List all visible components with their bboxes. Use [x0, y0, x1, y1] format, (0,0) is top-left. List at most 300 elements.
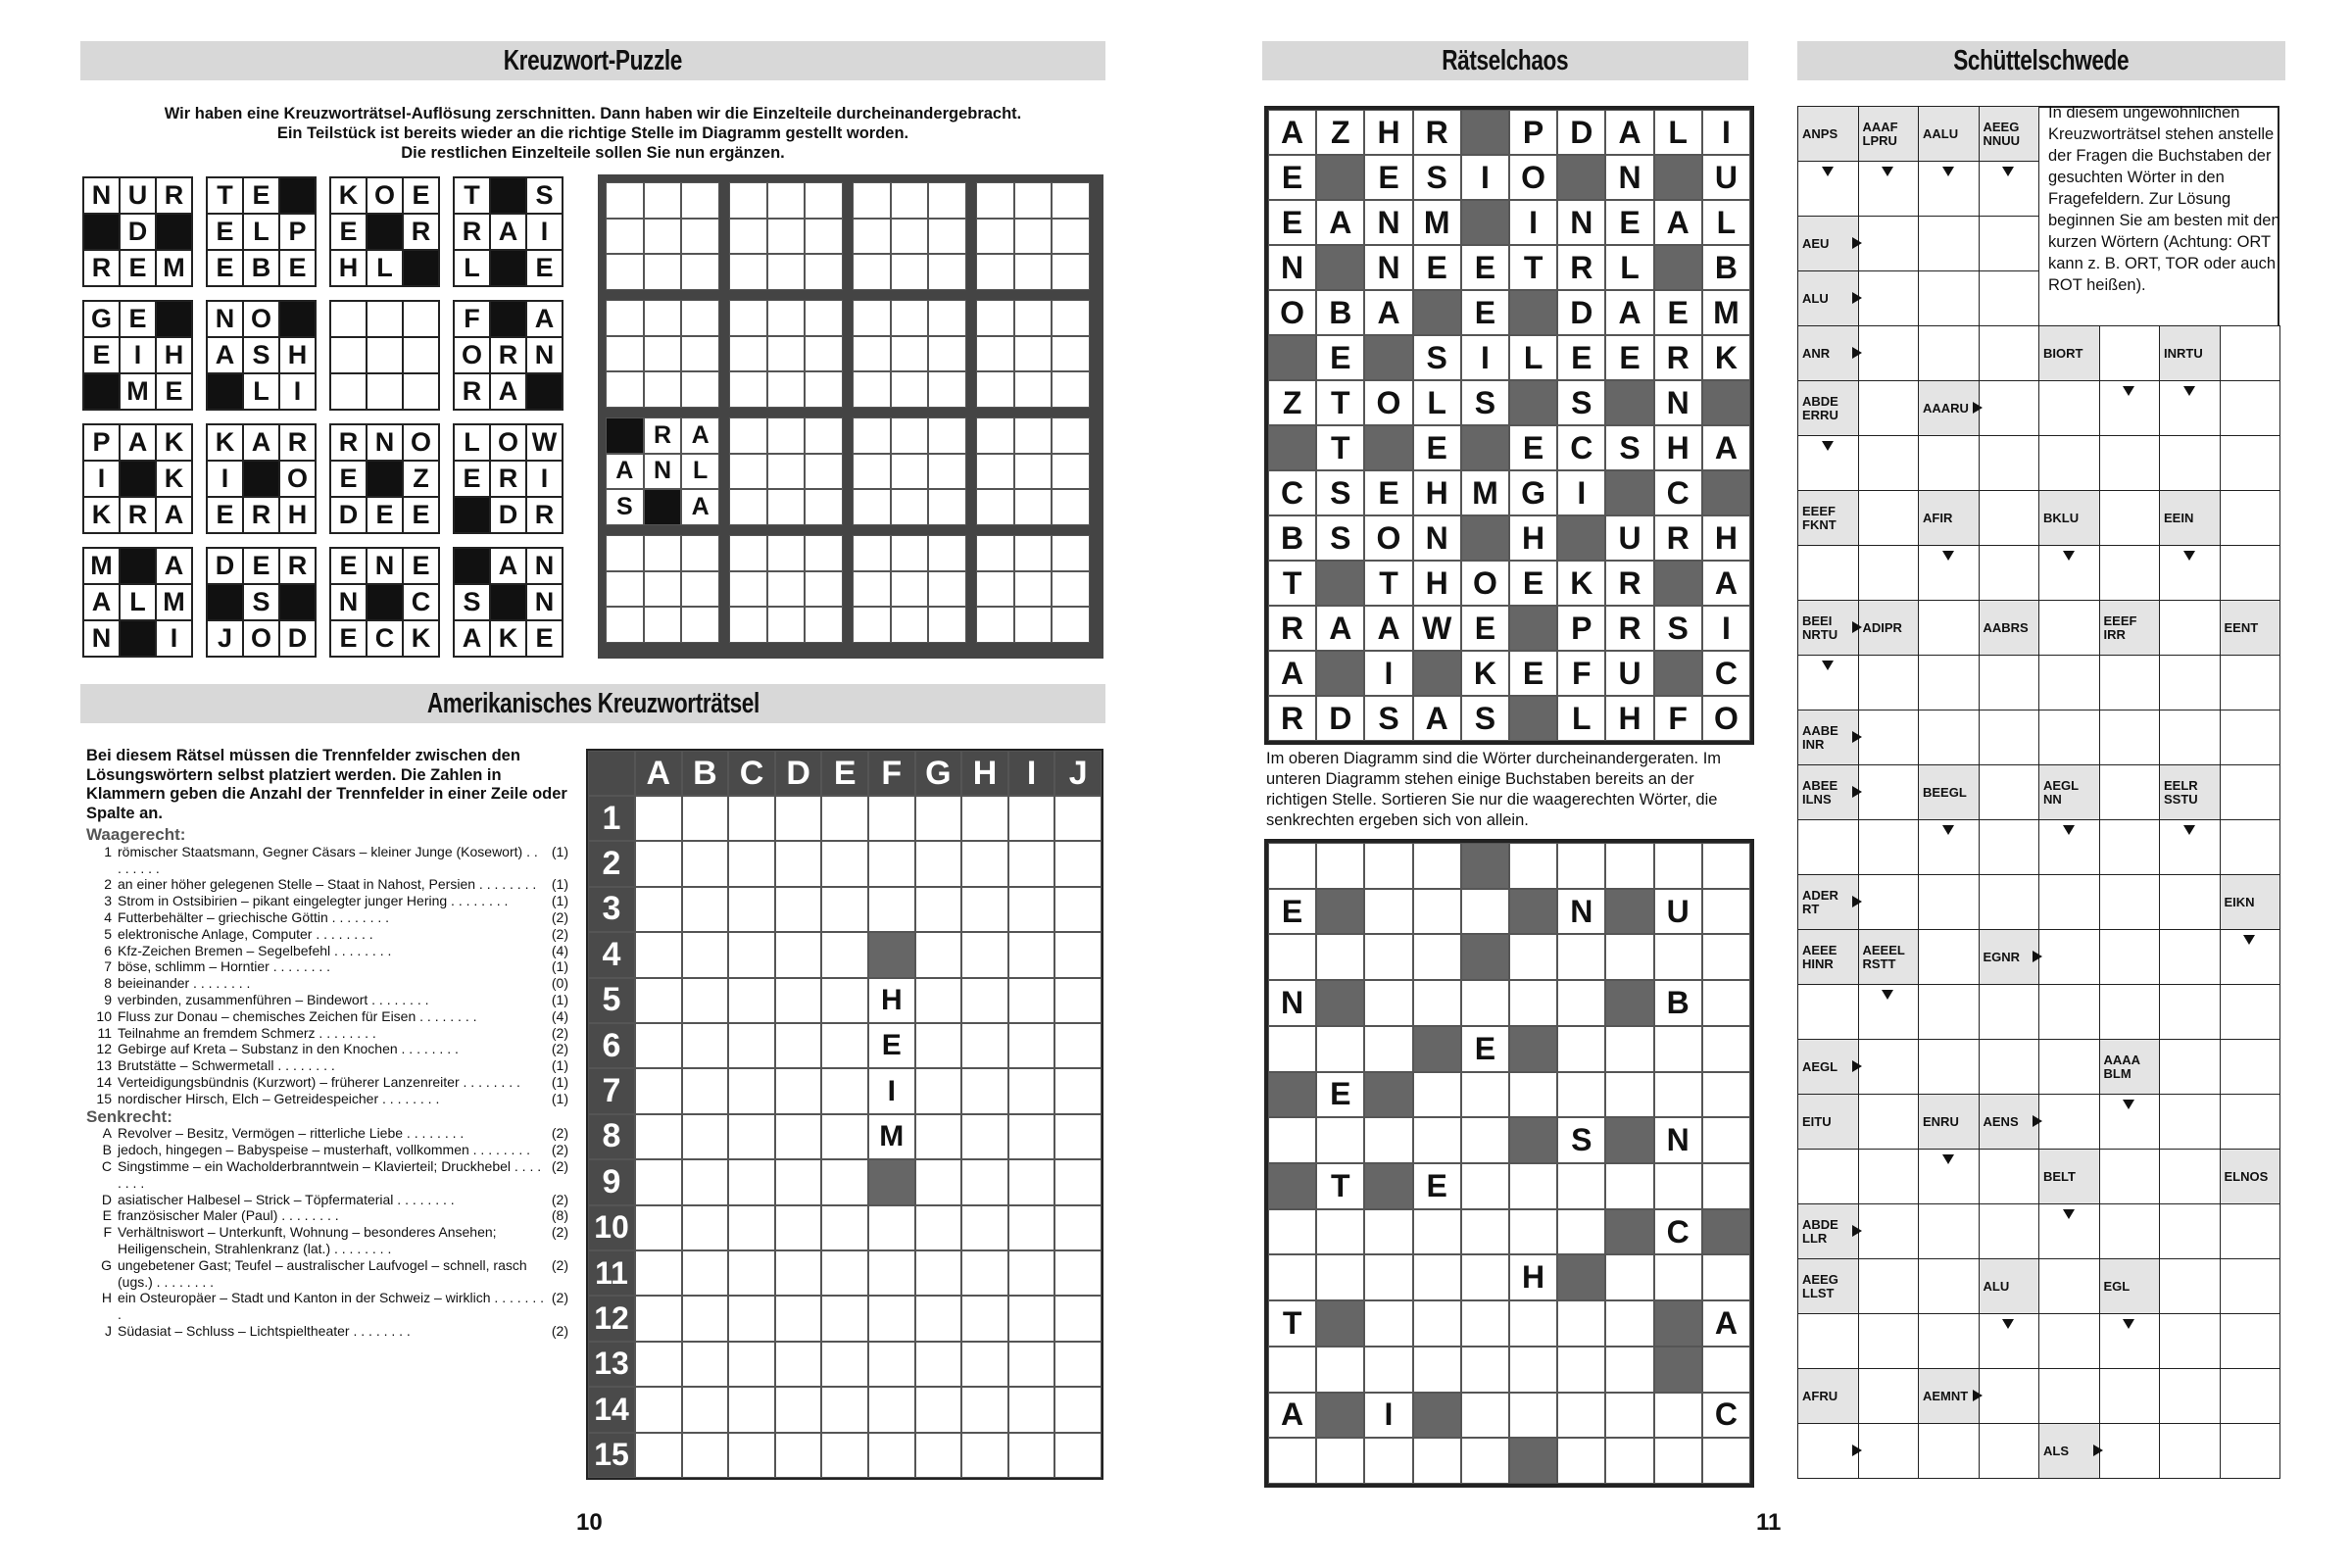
diagram-block — [606, 417, 719, 525]
clue-text: elektronische Anlage, Computer . . . . . . . . — [118, 925, 373, 942]
chaos-cell: U — [1654, 889, 1702, 935]
arrow-right-icon — [2033, 1115, 2042, 1127]
answer-field — [1979, 325, 2040, 381]
piece-cell: A — [490, 214, 526, 250]
piece-cell: R — [279, 424, 316, 461]
piece-cell: N — [83, 177, 120, 214]
clue-field: BEEI NRTU — [1797, 600, 1859, 656]
grid-cell — [728, 1433, 775, 1478]
grid-cell — [961, 1205, 1008, 1250]
grid-cell — [775, 1296, 822, 1341]
diagram-cell — [767, 489, 806, 525]
chaos-cell — [1413, 1393, 1461, 1439]
answer-field — [1797, 545, 1859, 601]
diagram-cell — [891, 454, 929, 490]
chaos-cell — [1605, 980, 1653, 1026]
diagram-cell — [729, 571, 767, 608]
chaos-cell — [1605, 1300, 1653, 1347]
chaos-cell: E — [1413, 1163, 1461, 1209]
chaos-cell — [1605, 889, 1653, 935]
grid-cell — [868, 1250, 915, 1296]
chaos-cell: E — [1509, 425, 1557, 470]
clue-number: 10 — [96, 1007, 112, 1024]
chaos-cell — [1557, 1254, 1605, 1300]
chaos-cell — [1364, 1026, 1412, 1072]
piece-cell — [367, 301, 403, 337]
grid-cell — [821, 1296, 868, 1341]
clue-text: ein Osteuropäer – Stadt und Kanton in der Schweiz – wirklich . . . . . . . . — [118, 1290, 544, 1323]
clue-text: Brutstätte – Schwermetall . . . . . . . . — [118, 1057, 335, 1074]
diagram-cell — [767, 417, 806, 454]
piece-cell — [454, 548, 490, 584]
grid-cell — [1008, 1387, 1055, 1432]
clue-field: AEGL NN — [2038, 764, 2100, 820]
piece-cell: I — [279, 373, 316, 410]
clue-text: Verhältniswort – Unterkunft, Wohnung – besonderes Ansehen; Heiligenschein, Strahlenkranz (lat.) . . . . . . . . — [118, 1224, 497, 1256]
answer-field — [1858, 1149, 1920, 1204]
chaos-cell: A — [1268, 651, 1316, 696]
chaos-cell: E — [1268, 155, 1316, 200]
clue-field: EEEF FKNT — [1797, 490, 1859, 546]
piece-cell: C — [367, 620, 403, 657]
answer-field — [2099, 929, 2161, 985]
piece-cell — [207, 584, 243, 620]
chaos-cell — [1316, 1117, 1364, 1163]
chaos-cell — [1316, 1438, 1364, 1484]
row-header: 13 — [588, 1342, 635, 1387]
diagram-cell — [1014, 417, 1053, 454]
piece-cell: E — [330, 461, 367, 497]
clue-text: Revolver – Besitz, Vermögen – ritterliche Liebe . . . . . . . . — [118, 1125, 465, 1142]
chaos-cell: S — [1557, 380, 1605, 425]
chaos-cell — [1364, 889, 1412, 935]
chaos-cell: A — [1605, 290, 1653, 335]
piece-cell: T — [207, 177, 243, 214]
chaos-cell — [1702, 980, 1750, 1026]
diagram-cell — [805, 336, 843, 372]
diagram-cell — [891, 607, 929, 643]
chaos-cell: D — [1316, 696, 1364, 741]
clue-letter: A — [102, 1125, 112, 1142]
grid-cell — [961, 932, 1008, 977]
grid-cell — [682, 1387, 729, 1432]
answer-field — [1858, 490, 1920, 546]
piece-cell: T — [454, 177, 490, 214]
chaos-cell: T — [1268, 1300, 1316, 1347]
grid-cell — [915, 1387, 962, 1432]
clue-number: 9 — [104, 991, 112, 1007]
chaos-cell: E — [1364, 470, 1412, 515]
grid-cell — [961, 1250, 1008, 1296]
diagram-cell — [1014, 371, 1053, 408]
piece-cell — [330, 301, 367, 337]
row-header: 14 — [588, 1387, 635, 1432]
piece-cell — [120, 620, 156, 657]
diagram-cell — [805, 607, 843, 643]
chaos-cell — [1461, 110, 1509, 155]
grid-cell — [728, 1114, 775, 1159]
clue-field: EEEF IRR — [2099, 600, 2161, 656]
answer-field — [1918, 216, 1980, 271]
chaos-cell — [1316, 1254, 1364, 1300]
chaos-cell — [1461, 1072, 1509, 1118]
diagram-cell — [976, 417, 1014, 454]
grid-cell — [821, 1023, 868, 1068]
answer-field — [2220, 819, 2281, 875]
chaos-cell: O — [1702, 696, 1750, 741]
chaos-cell: M — [1461, 470, 1509, 515]
grid-cell — [682, 1250, 729, 1296]
chaos-cell — [1413, 889, 1461, 935]
clue-field: ABDE ERRU — [1797, 380, 1859, 436]
answer-field — [2220, 1313, 2281, 1369]
clue-text: an einer höher gelegenen Stelle – Staat in Nahost, Persien . . . . . . . . — [118, 876, 537, 893]
grid-cell — [1054, 1250, 1102, 1296]
piece-cell — [367, 373, 403, 410]
answer-field — [1918, 1258, 1980, 1314]
chaos-cell — [1461, 425, 1509, 470]
clue-count: (4) — [551, 942, 568, 958]
chaos-cell — [1702, 1026, 1750, 1072]
chaos-cell: I — [1509, 200, 1557, 245]
clue-field: ADIPR — [1858, 600, 1920, 656]
diagram-cell — [976, 489, 1014, 525]
clue-text: Strom in Ostsibirien – pikant eingelegter junger Hering . . . . . . . . — [118, 893, 509, 909]
answer-field — [2038, 1039, 2100, 1095]
piece-cell: E — [279, 250, 316, 286]
puzzle-piece — [329, 176, 440, 287]
clue-count: (2) — [551, 1142, 568, 1158]
answer-field — [2099, 490, 2161, 546]
chaos-cell — [1461, 1117, 1509, 1163]
chaos-cell: L — [1702, 200, 1750, 245]
piece-cell — [156, 301, 192, 337]
grid-cell — [682, 932, 729, 977]
diagram-cell — [805, 254, 843, 290]
chaos-cell — [1461, 1438, 1509, 1484]
chaos-cell: N — [1268, 980, 1316, 1026]
grid-cell — [635, 1342, 682, 1387]
answer-field — [2038, 710, 2100, 765]
chaos-cell — [1509, 290, 1557, 335]
grid-cell — [775, 887, 822, 932]
chaos-cell: A — [1364, 290, 1412, 335]
chaos-cell — [1509, 1117, 1557, 1163]
grid-cell — [728, 1023, 775, 1068]
chaos-cell — [1509, 1438, 1557, 1484]
arrow-down-icon — [2183, 825, 2195, 835]
arrow-right-icon — [2033, 951, 2042, 962]
puzzle-piece — [329, 423, 440, 534]
answer-field — [2220, 325, 2281, 381]
chaos-cell — [1364, 843, 1412, 889]
diagram-cell — [1052, 300, 1090, 336]
chaos-cell: O — [1509, 155, 1557, 200]
chaos-cell: A — [1654, 200, 1702, 245]
piece-cell: E — [83, 337, 120, 373]
answer-field — [1918, 655, 1980, 710]
chaos-cell: T — [1316, 425, 1364, 470]
grid-cell — [635, 887, 682, 932]
chaos-cell — [1605, 1254, 1653, 1300]
chaos-cell: A — [1702, 1300, 1750, 1347]
piece-cell: O — [243, 301, 279, 337]
diagram-cell — [1014, 535, 1053, 571]
chaos-cell: T — [1268, 561, 1316, 606]
diagram-block — [729, 182, 843, 290]
column-header: B — [682, 751, 729, 796]
arrow-right-icon — [1852, 237, 1862, 249]
diagram-cell — [853, 454, 891, 490]
grid-cell — [1008, 1250, 1055, 1296]
clue-count: (2) — [551, 1125, 568, 1142]
grid-cell — [635, 1114, 682, 1159]
clue-field: EGL — [2099, 1258, 2161, 1314]
chaos-cell: N — [1605, 155, 1653, 200]
clue-number: 15 — [96, 1090, 112, 1106]
chaos-cell — [1461, 1254, 1509, 1300]
chaos-cell: E — [1316, 335, 1364, 380]
diagram-cell — [891, 489, 929, 525]
answer-field — [2159, 1368, 2221, 1424]
chaos-cell — [1316, 1300, 1364, 1347]
grid-cell — [821, 796, 868, 841]
clue-down — [86, 1257, 568, 1291]
grid-cell — [915, 887, 962, 932]
chaos-cell — [1654, 1026, 1702, 1072]
piece-cell — [403, 337, 439, 373]
piece-cell — [120, 461, 156, 497]
answer-field — [2099, 1423, 2161, 1479]
diagram-cell — [644, 182, 682, 219]
clue-count: (2) — [551, 925, 568, 942]
clue-field: BEEGL — [1918, 764, 1980, 820]
answer-field — [2099, 710, 2161, 765]
diagram-cell — [644, 371, 682, 408]
clue-number: 12 — [96, 1041, 112, 1057]
chaos-cell — [1557, 1300, 1605, 1347]
clue-text: Teilnahme an fremdem Schmerz . . . . . . . . — [118, 1024, 376, 1041]
diagram-cell — [1052, 182, 1090, 219]
puzzle-piece — [453, 547, 564, 658]
clue-letter: H — [101, 1290, 112, 1306]
clue-count: (2) — [551, 1041, 568, 1057]
chaos-cell: R — [1654, 335, 1702, 380]
piece-cell: O — [243, 620, 279, 657]
chaos-cell — [1268, 843, 1316, 889]
arrow-down-icon — [2123, 1100, 2134, 1109]
grid-cell — [821, 1068, 868, 1113]
chaos-cell: I — [1364, 1393, 1412, 1439]
clue-field: AAAA BLM — [2099, 1039, 2161, 1095]
diagram-block — [976, 417, 1090, 525]
row-header: 1 — [588, 796, 635, 841]
answer-field — [1858, 1203, 1920, 1259]
clue-field: AEMNT — [1918, 1368, 1980, 1424]
chaos-cell: O — [1268, 290, 1316, 335]
chaos-cell: E — [1461, 1026, 1509, 1072]
clue-field: AABRS — [1979, 600, 2040, 656]
grid-cell — [1054, 887, 1102, 932]
diagram-cell — [767, 607, 806, 643]
piece-cell: N — [330, 584, 367, 620]
chaos-cell: U — [1702, 155, 1750, 200]
answer-field — [1858, 380, 1920, 436]
chaos-cell: N — [1654, 1117, 1702, 1163]
clue-field: EEIN — [2159, 490, 2221, 546]
diagram-cell — [891, 219, 929, 255]
chaos-cell: E — [1605, 200, 1653, 245]
grid-cell — [961, 1068, 1008, 1113]
arrow-down-icon — [1942, 551, 1954, 561]
chaos-cell — [1605, 1026, 1653, 1072]
arrow-down-icon — [1942, 825, 1954, 835]
chaos-cell — [1509, 934, 1557, 980]
page-number-left: 10 — [576, 1509, 603, 1536]
diagram-cell — [805, 417, 843, 454]
piece-cell — [243, 461, 279, 497]
chaos-cell — [1702, 380, 1750, 425]
chaos-cell — [1316, 155, 1364, 200]
grid-cell — [915, 1023, 962, 1068]
chaos-cell — [1702, 1438, 1750, 1484]
chaos-cell: I — [1461, 155, 1509, 200]
diagram-cell — [853, 489, 891, 525]
answer-field — [2220, 1039, 2281, 1095]
arrow-right-icon — [1852, 731, 1862, 743]
grid-cell — [635, 1068, 682, 1113]
answer-field — [1979, 380, 2040, 436]
diagram-cell — [681, 219, 719, 255]
diagram-cell — [1014, 571, 1053, 608]
diagram-cell — [681, 607, 719, 643]
chaos-cell: N — [1557, 200, 1605, 245]
diagram-cell — [853, 182, 891, 219]
chaos-cell: N — [1557, 889, 1605, 935]
grid-cell — [1008, 796, 1055, 841]
grid-cell — [728, 796, 775, 841]
answer-field — [1797, 819, 1859, 875]
diagram-cell — [729, 182, 767, 219]
clue-field: BIORT — [2038, 325, 2100, 381]
clue-field: AAARU — [1918, 380, 1980, 436]
clue-count: (1) — [551, 876, 568, 893]
grid-cell — [915, 1114, 962, 1159]
piece-cell: I — [120, 337, 156, 373]
chaos-cell — [1605, 1393, 1653, 1439]
diagram-block — [976, 300, 1090, 408]
clue-count: (2) — [551, 1256, 568, 1273]
answer-field — [1979, 270, 2040, 326]
answer-field — [2159, 710, 2221, 765]
clue-field: ENRU — [1918, 1094, 1980, 1150]
piece-cell: A — [454, 620, 490, 657]
chaos-cell: L — [1557, 696, 1605, 741]
piece-cell: D — [120, 214, 156, 250]
diagram-cell — [729, 254, 767, 290]
chaos-cell — [1413, 980, 1461, 1026]
grid-cell — [1008, 1296, 1055, 1341]
clue-across — [86, 893, 568, 909]
piece-cell — [83, 373, 120, 410]
chaos-cell — [1509, 1026, 1557, 1072]
answer-field — [2159, 1203, 2221, 1259]
clue-count: (1) — [551, 1073, 568, 1090]
grid-cell — [728, 1387, 775, 1432]
clue-text: Kfz-Zeichen Bremen – Segelbefehl . . . . . . . . — [118, 942, 392, 958]
diagram-cell — [1052, 254, 1090, 290]
clue-down — [86, 1125, 568, 1142]
diagram-block — [853, 535, 966, 643]
clue-across — [86, 943, 568, 959]
chaos-cell: A — [1605, 110, 1653, 155]
chaos-cell — [1702, 1347, 1750, 1393]
grid-cell — [961, 1114, 1008, 1159]
clue-across — [86, 1008, 568, 1025]
chaos-cell — [1557, 155, 1605, 200]
clue-field: BELT — [2038, 1149, 2100, 1204]
grid-cell — [1008, 1342, 1055, 1387]
diagram-cell — [805, 454, 843, 490]
piece-cell: B — [243, 250, 279, 286]
grid-cell — [682, 1342, 729, 1387]
clue-across — [86, 958, 568, 975]
piece-cell: K — [156, 461, 192, 497]
grid-cell — [868, 1205, 915, 1250]
clue-count: (4) — [551, 1007, 568, 1024]
amerikanisch-clues — [86, 825, 568, 1340]
grid-cell — [868, 1159, 915, 1204]
piece-cell — [367, 461, 403, 497]
grid-cell — [1054, 1023, 1102, 1068]
diagram-cell — [767, 182, 806, 219]
piece-cell: J — [207, 620, 243, 657]
piece-cell — [330, 337, 367, 373]
grid-cell — [961, 1342, 1008, 1387]
answer-field — [1858, 1368, 1920, 1424]
diagram-cell — [976, 336, 1014, 372]
grid-cell — [1008, 887, 1055, 932]
chaos-cell: C — [1268, 470, 1316, 515]
diagram-cell — [1052, 607, 1090, 643]
clue-field: ELNOS — [2220, 1149, 2281, 1204]
diagram-cell — [729, 219, 767, 255]
chaos-cell: I — [1557, 470, 1605, 515]
grid-cell — [728, 1250, 775, 1296]
grid-cell — [961, 887, 1008, 932]
chaos-cell: E — [1605, 335, 1653, 380]
piece-cell: S — [243, 584, 279, 620]
chaos-cell — [1557, 1072, 1605, 1118]
answer-field — [2099, 655, 2161, 710]
chaos-cell — [1654, 561, 1702, 606]
piece-cell: D — [490, 497, 526, 533]
chaos-cell — [1509, 889, 1557, 935]
piece-cell: E — [207, 497, 243, 533]
grid-cell — [915, 1159, 962, 1204]
grid-cell: I — [868, 1068, 915, 1113]
grid-cell — [1054, 978, 1102, 1023]
grid-cell — [775, 932, 822, 977]
column-header: E — [821, 751, 868, 796]
answer-field — [1797, 1423, 1859, 1479]
piece-cell — [83, 214, 120, 250]
grid-cell — [915, 1433, 962, 1478]
diagram-cell — [767, 219, 806, 255]
diagram-cell — [606, 571, 644, 608]
diagram-cell: R — [644, 417, 682, 454]
answer-field — [2038, 1258, 2100, 1314]
